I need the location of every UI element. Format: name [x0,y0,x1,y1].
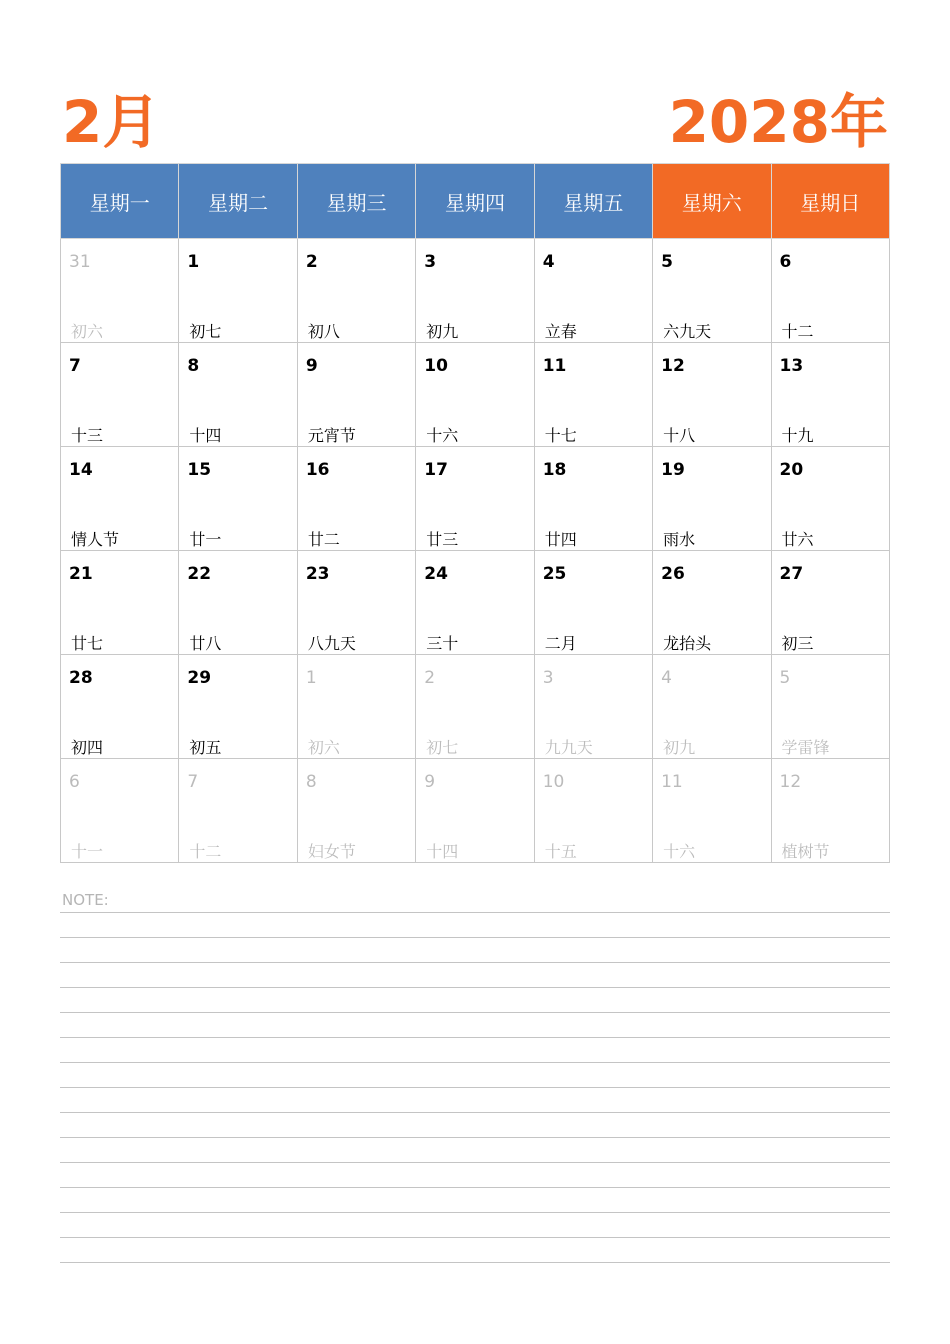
day-cell [534,239,652,343]
adjacent-month-day-cell [416,655,534,759]
day-cell [61,655,179,759]
day-number: 26 [661,564,685,584]
day-cell [416,343,534,447]
day-cell [534,447,652,551]
note-line [60,1112,890,1113]
adjacent-month-day-cell [771,759,889,863]
day-cell [653,343,771,447]
day-number: 15 [187,460,212,480]
day-number: 4 [542,252,555,272]
day-cell [61,447,179,551]
lunar-date: 廿七 [71,634,104,653]
day-number: 23 [305,564,330,584]
note-line [60,1212,890,1213]
day-number: 3 [424,252,437,272]
day-number: 28 [69,668,93,688]
note-line [60,1087,890,1088]
day-cell [653,447,771,551]
day-number: 8 [305,772,317,792]
lunar-date: 初九 [663,738,696,757]
lunar-date: 元宵节 [307,426,356,445]
lunar-date: 廿二 [307,530,340,549]
lunar-date: 十四 [189,426,222,445]
weekday-header: 星期日 [771,164,889,239]
day-cell [297,551,415,655]
lunar-date: 十四 [426,842,459,861]
year-title: 2028年 [668,88,888,156]
lunar-date: 植树节 [781,842,830,861]
adjacent-month-day-cell [653,655,771,759]
day-number: 6 [779,252,792,272]
adjacent-month-day-cell [297,759,415,863]
calendar-week-row [61,655,890,759]
day-number: 9 [305,356,318,376]
day-number: 1 [305,668,317,688]
lunar-date: 初七 [426,738,459,757]
weekday-header: 星期五 [534,164,652,239]
month-title: 2月 [62,88,161,156]
adjacent-month-day-cell [653,759,771,863]
day-cell [771,343,889,447]
calendar-week-row [61,447,890,551]
adjacent-month-day-cell [297,655,415,759]
lunar-date: 廿一 [189,530,222,549]
day-cell [297,447,415,551]
day-cell [534,551,652,655]
adjacent-month-day-cell [61,239,179,343]
lunar-date: 初六 [307,738,340,757]
calendar-grid [60,163,890,863]
day-number: 31 [69,252,91,272]
lunar-date: 十三 [71,426,104,445]
lunar-date: 妇女节 [307,842,356,861]
day-cell [534,343,652,447]
day-cell [653,239,771,343]
lunar-date: 十八 [663,426,696,445]
day-number: 14 [69,460,93,480]
note-line [60,1162,890,1163]
day-number: 7 [69,356,81,376]
lunar-date: 十七 [544,426,577,445]
day-number: 18 [542,460,567,480]
day-number: 22 [187,564,212,584]
day-cell [179,239,297,343]
lunar-date: 廿八 [189,634,222,653]
day-number: 11 [661,772,683,792]
day-cell [297,343,415,447]
note-line [60,1262,890,1263]
day-number: 2 [305,252,318,272]
lunar-date: 八九天 [307,634,356,653]
weekday-header-row [61,164,890,239]
day-cell [771,239,889,343]
lunar-date: 初四 [71,738,104,757]
day-number: 6 [69,772,80,792]
lunar-date: 学雷锋 [781,738,830,757]
day-cell [771,447,889,551]
day-number: 10 [542,772,565,792]
day-number: 8 [187,356,200,376]
lunar-date: 九九天 [544,738,593,757]
day-cell [771,551,889,655]
lunar-date: 初七 [189,322,222,341]
day-number: 20 [779,460,804,480]
lunar-date: 初三 [781,634,814,653]
note-line [60,912,890,913]
lunar-date: 龙抬头 [663,634,712,653]
day-cell [179,447,297,551]
note-line [60,987,890,988]
day-number: 9 [424,772,436,792]
day-number: 19 [661,460,685,480]
day-number: 12 [779,772,802,792]
lunar-date: 初八 [307,322,340,341]
adjacent-month-day-cell [179,759,297,863]
lunar-date: 立春 [544,322,577,341]
note-line [60,962,890,963]
weekday-header: 星期二 [179,164,297,239]
day-number: 7 [187,772,199,792]
calendar-week-row [61,239,890,343]
weekday-header: 星期四 [416,164,534,239]
day-number: 16 [305,460,330,480]
note-line [60,1237,890,1238]
lunar-date: 六九天 [663,322,712,341]
lunar-date: 初五 [189,738,222,757]
day-number: 29 [187,668,212,688]
lunar-date: 初六 [71,322,104,341]
weekday-header: 星期一 [61,164,179,239]
lunar-date: 十六 [663,842,696,861]
note-line [60,1012,890,1013]
adjacent-month-day-cell [534,655,652,759]
lunar-date: 十九 [781,426,814,445]
note-line [60,937,890,938]
day-number: 5 [779,668,791,688]
day-number: 27 [779,564,804,584]
calendar-week-row [61,759,890,863]
day-number: 3 [542,668,554,688]
day-cell [653,551,771,655]
day-cell [179,551,297,655]
lunar-date: 三十 [426,634,459,653]
adjacent-month-day-cell [416,759,534,863]
note-label: NOTE: [62,891,109,909]
day-number: 2 [424,668,436,688]
note-line [60,1037,890,1038]
lunar-date: 廿四 [544,530,577,549]
weekday-header: 星期三 [297,164,415,239]
note-line [60,1137,890,1138]
day-cell [179,655,297,759]
lunar-date: 十一 [71,842,104,861]
weekday-header: 星期六 [653,164,771,239]
lunar-date: 二月 [544,634,577,653]
day-number: 21 [69,564,93,584]
day-number: 13 [779,356,804,376]
lunar-date: 十五 [544,842,577,861]
lunar-date: 十二 [189,842,222,861]
day-number: 12 [661,356,685,376]
lunar-date: 雨水 [663,530,696,549]
calendar-body [61,239,890,863]
day-cell [61,343,179,447]
day-cell [179,343,297,447]
lunar-date: 十六 [426,426,459,445]
day-number: 25 [542,564,567,584]
day-number: 11 [542,356,567,376]
lunar-date: 十二 [781,322,814,341]
adjacent-month-day-cell [771,655,889,759]
day-cell [297,239,415,343]
calendar-week-row [61,551,890,655]
day-cell [416,447,534,551]
day-number: 1 [187,252,200,272]
adjacent-month-day-cell [61,759,179,863]
note-line [60,1062,890,1063]
lunar-date: 情人节 [71,530,120,549]
lunar-date: 廿三 [426,530,459,549]
day-cell [61,551,179,655]
day-cell [416,239,534,343]
day-number: 24 [424,564,448,584]
day-number: 10 [424,356,448,376]
day-number: 5 [661,252,673,272]
lunar-date: 廿六 [781,530,814,549]
day-number: 17 [424,460,448,480]
day-cell [416,551,534,655]
lunar-date: 初九 [426,322,459,341]
calendar-week-row [61,343,890,447]
adjacent-month-day-cell [534,759,652,863]
note-line [60,1187,890,1188]
day-number: 4 [661,668,672,688]
